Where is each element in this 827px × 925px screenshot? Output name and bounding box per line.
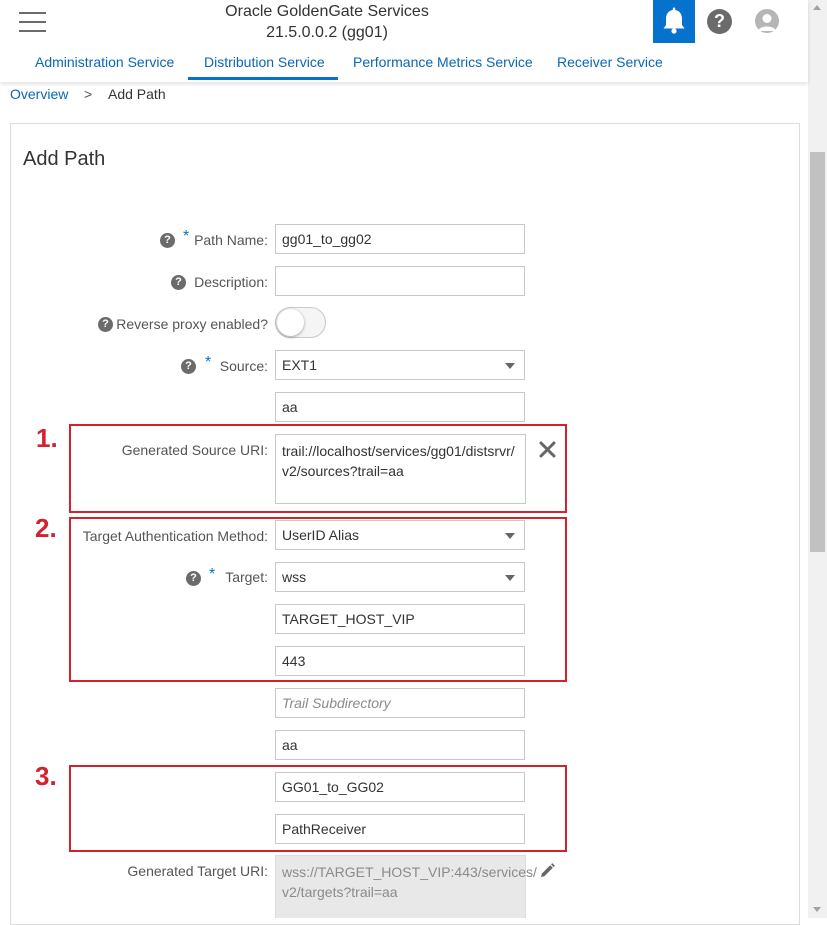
description-input[interactable] — [275, 266, 525, 296]
bell-icon — [653, 0, 695, 43]
breadcrumb-separator: > — [84, 86, 93, 102]
page-title: Add Path — [23, 148, 106, 170]
annotation-number-2: 2. — [35, 513, 57, 543]
target-protocol-value: wss — [282, 569, 307, 585]
reverse-proxy-help-icon[interactable]: ? — [98, 317, 113, 332]
required-marker: * — [205, 354, 212, 371]
path-name-help-icon[interactable]: ? — [160, 233, 175, 248]
chevron-down-icon — [505, 363, 515, 369]
user-avatar-icon[interactable] — [755, 9, 779, 33]
help-question-icon[interactable]: ? — [707, 9, 732, 34]
toggle-knob — [277, 309, 304, 336]
required-marker: * — [209, 566, 216, 583]
scrollbar-thumb[interactable] — [810, 152, 825, 552]
tab-receiver-service[interactable]: Receiver Service — [557, 54, 663, 70]
generated-target-uri-field — [275, 855, 537, 918]
required-marker: * — [183, 228, 190, 245]
generated-target-uri-line2: v2/targets?trail=aa — [282, 884, 398, 900]
description-help-icon[interactable]: ? — [171, 275, 186, 290]
notifications-button[interactable] — [653, 0, 695, 43]
generated-target-uri-line1: wss://TARGET_HOST_VIP:443/services/ — [282, 864, 537, 880]
target-auth-method-value: UserID Alias — [282, 527, 360, 543]
source-label: Source: — [219, 358, 268, 374]
tab-administration-service[interactable]: Administration Service — [35, 54, 175, 70]
generated-target-uri-label: Generated Target URI: — [127, 863, 268, 879]
generated-source-uri-line2: v2/sources?trail=aa — [282, 463, 404, 479]
trail-subdirectory-input[interactable] — [275, 688, 525, 718]
tab-performance-metrics-service[interactable]: Performance Metrics Service — [353, 54, 533, 70]
annotation-number-1: 1. — [36, 423, 58, 453]
generated-source-uri-line1: trail://localhost/services/gg01/distsrvr/ — [282, 443, 515, 459]
annotation-box-3 — [69, 765, 567, 852]
app-header — [0, 0, 808, 82]
path-name-input[interactable] — [275, 224, 525, 254]
breadcrumb-current: Add Path — [108, 86, 166, 102]
scroll-up-arrow-icon[interactable] — [813, 5, 821, 10]
breadcrumb-overview-link[interactable]: Overview — [10, 86, 69, 102]
annotation-number-3: 3. — [35, 761, 57, 791]
source-help-icon[interactable]: ? — [181, 359, 196, 374]
annotation-box-1 — [69, 424, 567, 513]
target-trail-input[interactable] — [275, 730, 525, 760]
target-auth-method-label: Target Authentication Method: — [82, 528, 268, 544]
source-select-value: EXT1 — [282, 357, 318, 373]
app-version: 21.5.0.0.2 (gg01) — [266, 24, 388, 41]
source-trail-input[interactable] — [275, 392, 525, 422]
description-label: Description: — [194, 274, 268, 290]
tab-distribution-service[interactable]: Distribution Service — [204, 54, 325, 70]
app-title: Oracle GoldenGate Services — [225, 3, 429, 20]
source-select[interactable] — [275, 350, 525, 380]
annotation-box-2 — [69, 517, 567, 682]
generated-source-uri-label: Generated Source URI: — [121, 442, 268, 458]
reverse-proxy-label: Reverse proxy enabled? — [116, 316, 268, 332]
active-tab-indicator — [188, 77, 338, 80]
path-name-label: Path Name: — [194, 232, 268, 248]
pencil-edit-icon[interactable] — [538, 862, 556, 880]
reverse-proxy-toggle[interactable] — [275, 307, 326, 338]
target-label: Target: — [225, 569, 268, 585]
target-help-icon[interactable]: ? — [186, 571, 201, 586]
scroll-down-arrow-icon[interactable] — [813, 907, 821, 912]
